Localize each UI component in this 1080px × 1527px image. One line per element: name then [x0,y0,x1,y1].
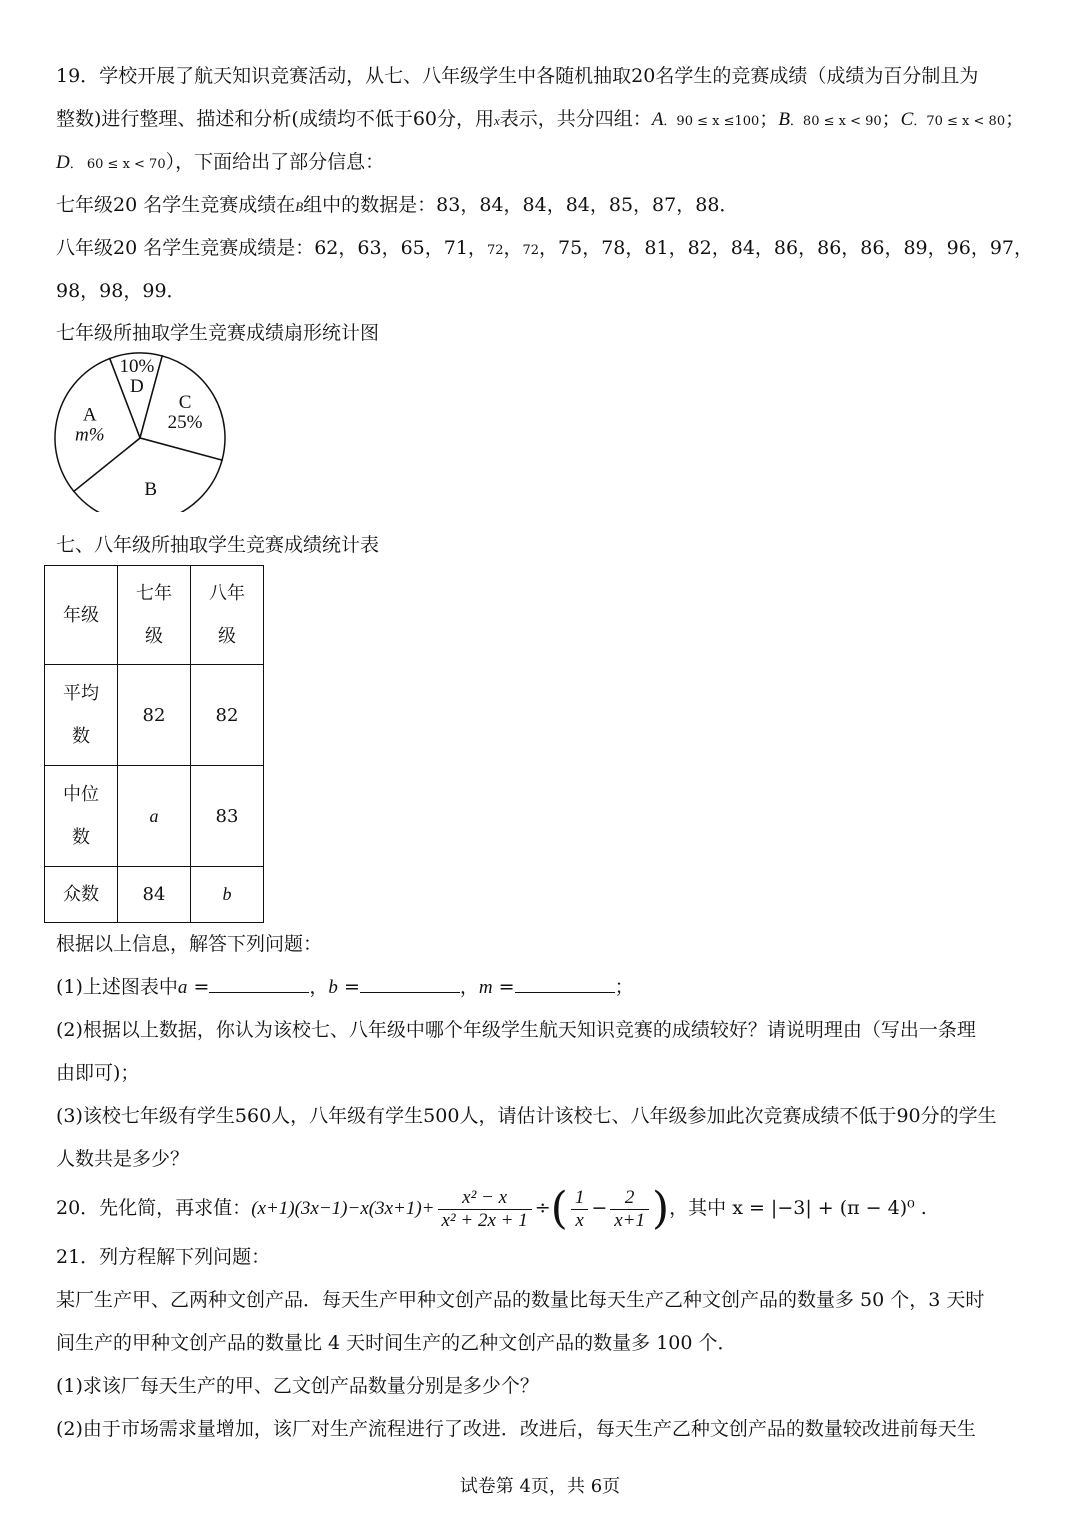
grade8-text: 八年级20 名学生竞赛成绩是：62，63，65，71， [56,237,487,259]
th-grade8 [191,566,264,665]
frac3-den: x+1 [614,1209,645,1231]
blank-b[interactable] [360,974,460,993]
cell-mode-8: b [191,867,264,923]
grade8-data-line2: 98，98，99． [56,280,186,302]
q20-tail: ，其中 x = |−3| + (π − 4)⁰ . [669,1197,927,1219]
var-m: m [478,977,493,998]
cell-mode-7: 84 [118,867,191,923]
q21-line3: 间生产的甲种文创产品的数量比 4 天时间生产的乙种文创产品的数量多 100 个． [56,1332,737,1354]
group-b-label: B [778,109,790,130]
grade7-data-line [56,192,738,220]
paren-right: ) [652,1183,670,1234]
eq-m: = [498,976,515,998]
q21-part2: (2)由于市场需求量增加，该厂对生产流程进行了改进．改进后，每天生产乙种文创产品的数量较改进前每天生 [56,1418,976,1440]
q20-expr: (x+1)(3x−1)−x(3x+1)+ [251,1198,435,1219]
eq-a: = [193,976,210,998]
q21-part1: (1)求该厂每天生产的甲、乙文创产品数量分别是多少个？ [56,1375,539,1397]
range-c: ．70 ≤ x < 80 [913,114,1006,129]
var-b-group: B [295,199,304,214]
q19-part3-line1: (3)该校七年级有学生560人，八年级有学生500人，请估计该校七、八年级参加此次竞赛成绩不低于90分的学生 [56,1105,997,1127]
paren-left: ( [550,1183,568,1234]
pie-caption: 七年级所抽取学生竞赛成绩扇形统计图 [56,322,380,344]
th-grade7 [118,566,191,665]
pie-label-b-0: B [144,478,158,500]
frac1-num: x² − x [438,1187,532,1210]
q19-line3 [56,149,384,178]
var-b: b [328,977,338,998]
th-grade: 年级 [45,566,118,665]
semicolon: ； [614,976,634,998]
range-b: ．80 ≤ x < 90 [789,114,882,129]
q20-minus: − [591,1197,608,1219]
frac2-num: 1 [571,1187,589,1210]
part1-text: (1)上述图表中 [56,976,178,998]
grade8-values: ，75，78，81，82，84，86，86，86，89，96，97， [539,237,1033,259]
blank-m[interactable] [515,974,615,993]
var-x: x [494,113,500,128]
table-caption: 七、八年级所抽取学生竞赛成绩统计表 [56,534,380,556]
q20-div: ÷ [534,1197,551,1219]
grade8-value-72b: 72 [522,243,540,258]
comma-a: ， [309,976,329,998]
q19-part1 [56,974,634,1001]
grade8-comma: ， [503,237,523,259]
th-grade8-text: 八年级 [209,583,245,647]
row-mode-label: 众数 [45,867,118,923]
q19-part2-line2: 由即可)； [56,1062,140,1084]
q20-fraction-3 [610,1187,649,1232]
th-grade7-text: 七年级 [136,583,172,647]
row-mean-text: 平均数 [63,683,99,747]
cell-mean-7: 82 [118,665,191,766]
group-c-label: C [900,109,914,130]
q19-line2-text-b: 表示，共分四组： [499,108,652,130]
frac1-den: x² + 2x + 1 [441,1209,528,1231]
stats-table [44,565,264,923]
q19-line3-text: ），下面给出了部分信息： [165,151,385,173]
range-a: ．90 ≤ x ≤100 [663,114,760,129]
q19-line1: 19．学校开展了航天知识竞赛活动，从七、八年级学生中各随机抽取20名学生的竞赛成绩（成绩为百分制且为 [56,65,979,87]
pie-label-d-1: D [130,376,144,398]
row-median-text: 中位数 [63,784,99,848]
frac2-den: x [575,1209,584,1231]
pie-label-a-1: m% [75,424,105,446]
q21-title: 21．列方程解下列问题： [56,1246,271,1268]
pie-label-c-1: 25% [167,412,203,434]
grade8-value-72a: 72 [486,243,504,258]
pie-label-c-0: C [178,392,192,414]
q20-label: 20．先化简，再求值： [56,1197,252,1219]
q19-part3-line2: 人数共是多少？ [56,1148,190,1170]
q19-line2-text: 整数)进行整理、描述和分析(成绩均不低于60分，用 [56,108,495,130]
range-d: ． 60 ≤ x < 70 [69,157,166,172]
row-mean-label [45,665,118,766]
q19-part2-line1: (2)根据以上数据，你认为该校七、八年级中哪个年级学生航天知识竞赛的成绩较好？请说明理由（写出一条理 [56,1019,976,1041]
pie-chart [52,352,232,512]
q20-fraction-2 [571,1187,589,1232]
cell-median-8: 83 [191,766,264,867]
grade7-text: 七年级20 名学生竞赛成绩在 [56,194,296,216]
cell-mean-8: 82 [191,665,264,766]
page-footer: 试卷第 4页，共 6页 [459,1476,621,1497]
group-a-label: A [651,109,664,130]
pie-label-d-0: 10% [119,356,155,378]
comma-b: ， [459,976,479,998]
q21-line2: 某厂生产甲、乙两种文创产品．每天生产甲种文创产品的数量比每天生产乙种文创产品的数量多 50 个，3 天时 [56,1289,985,1311]
pie-label-a-0: A [82,404,97,426]
q19-line2: 整数)进行整理、描述和分析(成绩均不低于60分，用x表示，共分四组：A．90 ≤ x ≤100；B．80 ≤ x < 90；C．70 ≤ x < 80； [56,108,1025,130]
var-a: a [177,977,188,998]
grade7-values: 组中的数据是：83，84，84，84，85，87，88． [303,194,739,216]
frac3-num: 2 [610,1187,649,1210]
q20-fraction-1 [438,1187,532,1232]
grade8-data-line [56,235,1033,264]
q19-prompt: 根据以上信息，解答下列问题： [56,933,323,955]
cell-median-7: a [118,766,191,867]
q20-line [56,1180,927,1237]
eq-b: = [343,976,360,998]
blank-a[interactable] [209,974,309,993]
row-median-label [45,766,118,867]
group-d-label: D [56,152,70,173]
